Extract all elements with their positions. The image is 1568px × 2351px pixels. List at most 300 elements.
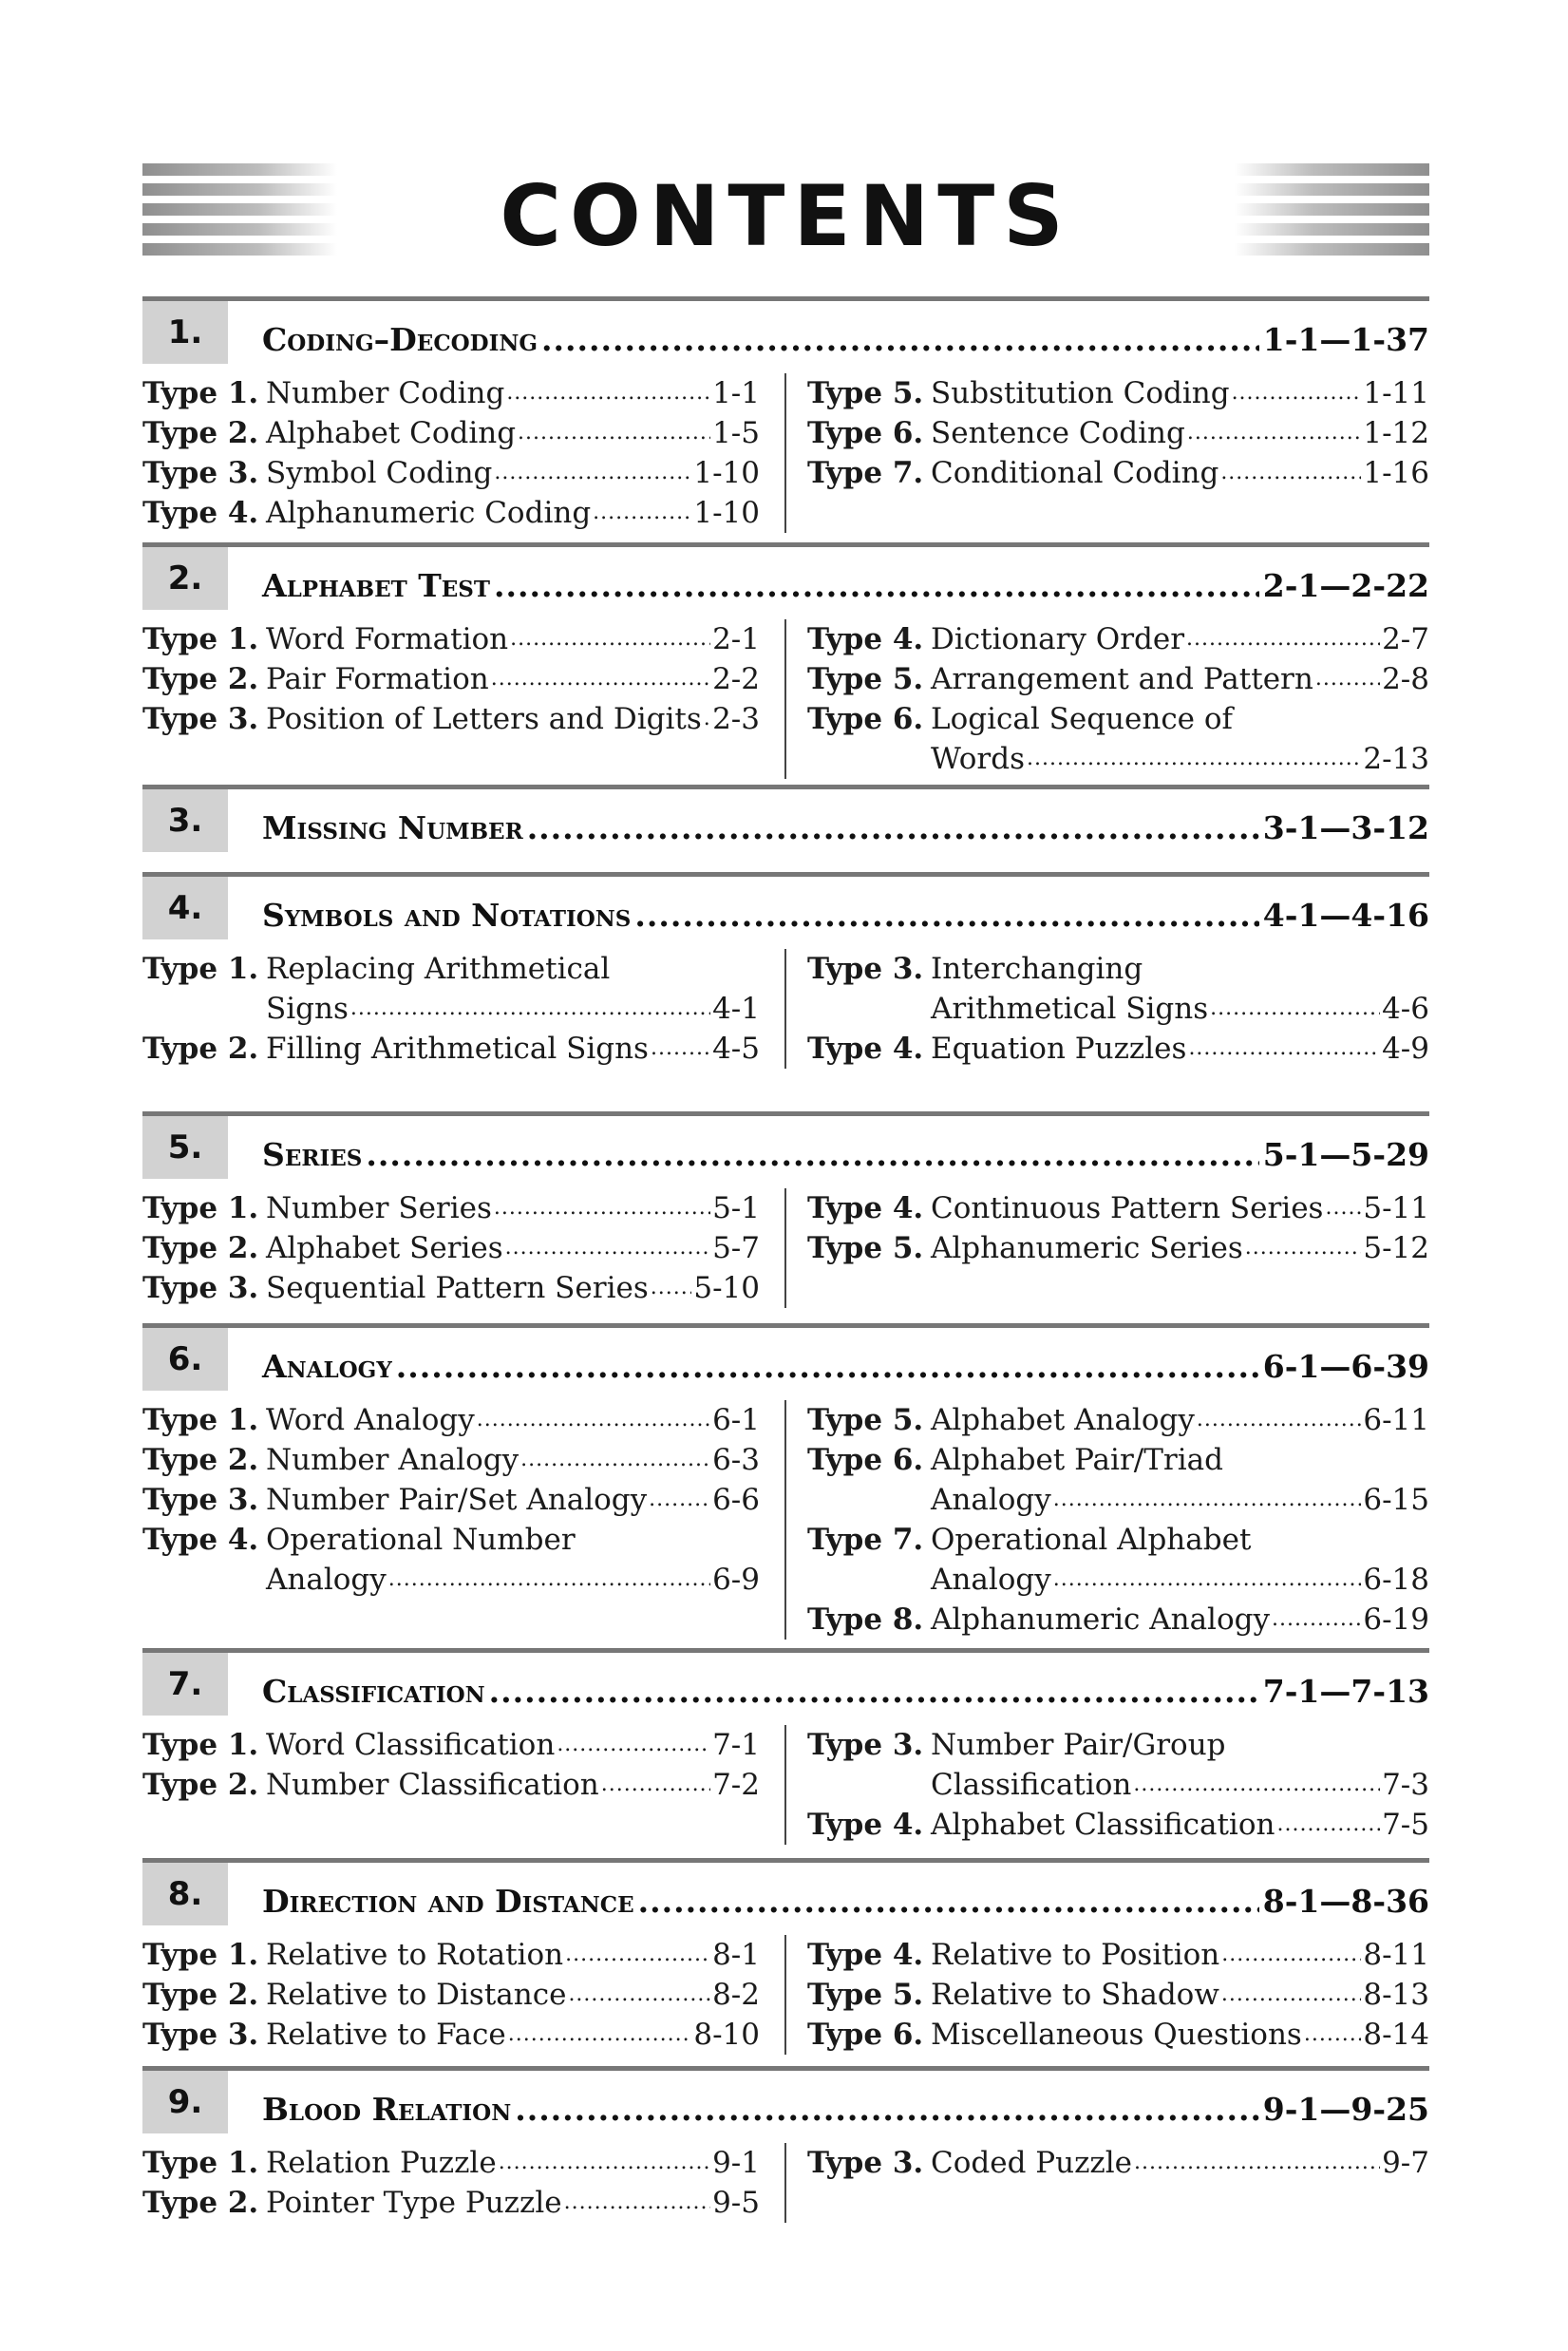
leader-dots [396, 1345, 1259, 1389]
entry-page: 5-1 [712, 1191, 760, 1225]
leader-dots [388, 1560, 710, 1600]
type-label: Type 1. [142, 622, 259, 656]
entry-page: 9-7 [1382, 2146, 1429, 2180]
type-label: Type 5. [807, 1231, 924, 1265]
column-divider [784, 2143, 786, 2223]
chapter-heading[interactable] [142, 872, 1429, 941]
entry-title-continued: Signs [266, 992, 349, 1026]
left-column [142, 619, 760, 739]
leader-dots [651, 1268, 692, 1308]
toc-entry[interactable] [807, 1600, 1429, 1640]
entry-title-continued: Arithmetical Signs [931, 992, 1209, 1026]
left-column [142, 373, 760, 533]
toc-entry[interactable] [807, 1935, 1429, 1975]
entry-page: 6-9 [712, 1563, 760, 1597]
chapter-number: 7. [142, 1653, 228, 1716]
entry-title: Alphanumeric Analogy [931, 1602, 1270, 1637]
entry-page: 2-8 [1382, 662, 1429, 696]
entry-title: Alphabet Analogy [931, 1403, 1195, 1437]
type-label: Type 1. [142, 2146, 259, 2180]
leader-dots [1232, 373, 1362, 413]
leader-dots [508, 2015, 692, 2055]
toc-entry[interactable] [142, 2015, 760, 2055]
type-label: Type 3. [142, 1271, 259, 1305]
toc-entry[interactable] [142, 413, 760, 453]
chapter-number: 9. [142, 2071, 228, 2133]
chapter-title: Alphabet Test [262, 567, 491, 604]
contents-header [142, 163, 1429, 277]
entry-page: 6-15 [1363, 1483, 1429, 1517]
toc-entry[interactable] [142, 2183, 760, 2223]
toc-entry[interactable] [807, 1805, 1429, 1845]
leader-dots [1304, 2015, 1362, 2055]
column-divider [784, 1935, 786, 2055]
right-column [807, 2143, 1429, 2183]
toc-entry[interactable] [142, 1228, 760, 1268]
type-label: Type 5. [807, 662, 924, 696]
type-label: Type 3. [807, 2146, 924, 2180]
entry-title: Alphanumeric Series [931, 1231, 1243, 1265]
entry-page: 8-14 [1363, 2018, 1429, 2052]
chapter-title-line [262, 793, 1429, 850]
toc-entry[interactable] [807, 1029, 1429, 1069]
type-label: Type 1. [142, 376, 259, 410]
entry-title: Pointer Type Puzzle [266, 2186, 562, 2220]
type-label: Type 3. [142, 1483, 259, 1517]
entry-title: Relative to Rotation [266, 1938, 564, 1972]
toc-entry[interactable] [142, 2143, 760, 2183]
chapter-9 [142, 2066, 1429, 2223]
chapter-6 [142, 1323, 1429, 1640]
type-label: Type 2. [142, 662, 259, 696]
leader-dots [704, 699, 710, 739]
entry-page: 8-10 [693, 2018, 760, 2052]
leader-dots [510, 619, 710, 659]
leader-dots [1053, 1480, 1362, 1520]
chapter-7 [142, 1648, 1429, 1845]
chapter-number: 6. [142, 1328, 228, 1391]
entry-title: Number Coding [266, 376, 505, 410]
entry-title: Relative to Position [931, 1938, 1220, 1972]
toc-entry[interactable] [807, 1520, 1429, 1600]
toc-entry[interactable] [142, 1935, 760, 1975]
type-label: Type 3. [807, 952, 924, 986]
chapter-heading[interactable] [142, 296, 1429, 366]
entry-title-continued: Classification [931, 1768, 1132, 1802]
toc-entry[interactable] [807, 699, 1429, 779]
type-label: Type 6. [807, 416, 924, 450]
decorative-stripes-right [1235, 163, 1429, 277]
leader-dots [515, 2088, 1259, 2132]
chapter-title-line [262, 1657, 1429, 1714]
toc-entry[interactable] [807, 1440, 1429, 1520]
chapter-5 [142, 1111, 1429, 1308]
chapter-heading[interactable] [142, 785, 1429, 854]
leader-dots [1272, 1600, 1361, 1640]
entry-page: 9-5 [712, 2186, 760, 2220]
column-divider [784, 1188, 786, 1308]
entry-page: 7-5 [1382, 1808, 1429, 1842]
toc-entry[interactable] [807, 2015, 1429, 2055]
type-label: Type 5. [807, 1978, 924, 2012]
entry-page: 5-10 [693, 1271, 760, 1305]
toc-entry[interactable] [142, 1480, 760, 1520]
toc-entry[interactable] [807, 1228, 1429, 1268]
toc-entry[interactable] [142, 1188, 760, 1228]
chapter-2 [142, 542, 1429, 779]
leader-dots [1221, 1935, 1361, 1975]
entry-page: 5-7 [712, 1231, 760, 1265]
type-label: Type 1. [142, 1191, 259, 1225]
toc-entry[interactable] [142, 1440, 760, 1480]
type-label: Type 4. [807, 622, 924, 656]
chapter-8 [142, 1858, 1429, 2055]
entry-page: 6-19 [1363, 1602, 1429, 1637]
toc-entry[interactable] [142, 1400, 760, 1440]
type-label: Type 6. [807, 2018, 924, 2052]
right-column [807, 949, 1429, 1069]
chapter-title-line [262, 2075, 1429, 2132]
leader-dots [1134, 2143, 1380, 2183]
entry-page: 9-1 [712, 2146, 760, 2180]
leader-dots [518, 413, 710, 453]
entry-page: 6-6 [712, 1483, 760, 1517]
chapter-title-line [262, 1867, 1429, 1924]
leader-dots [1187, 413, 1362, 453]
chapter-number: 1. [142, 301, 228, 364]
entry-title: Alphabet Pair/Triad [931, 1443, 1223, 1477]
type-label: Type 6. [807, 702, 924, 736]
toc-entry[interactable] [807, 2143, 1429, 2183]
entry-page: 4-6 [1382, 992, 1429, 1026]
chapter-page-range: 4-1—4-16 [1262, 897, 1429, 934]
leader-dots [1220, 453, 1361, 493]
chapter-page-range: 3-1—3-12 [1262, 809, 1429, 846]
type-label: Type 1. [142, 952, 259, 986]
type-label: Type 3. [142, 456, 259, 490]
right-column [807, 1935, 1429, 2055]
entry-title-continued: Words [931, 742, 1025, 776]
leader-dots [565, 1935, 710, 1975]
entry-title: Relative to Distance [266, 1978, 567, 2012]
type-label: Type 7. [807, 456, 924, 490]
leader-dots [638, 1880, 1259, 1924]
chapter-3 [142, 785, 1429, 854]
entry-title: Conditional Coding [931, 456, 1219, 490]
leader-dots [1188, 1029, 1380, 1069]
leader-dots [568, 1975, 710, 2015]
type-label: Type 1. [142, 1403, 259, 1437]
chapter-heading[interactable] [142, 2066, 1429, 2135]
entry-title: Word Analogy [266, 1403, 475, 1437]
leader-dots [494, 564, 1259, 608]
leader-dots [520, 1440, 710, 1480]
entry-title: Number Classification [266, 1768, 599, 1802]
entry-page: 2-2 [712, 662, 760, 696]
toc-entry[interactable] [807, 453, 1429, 493]
leader-dots [557, 1725, 710, 1765]
entry-title: Sentence Coding [931, 416, 1185, 450]
chapter-page-range: 6-1—6-39 [1262, 1348, 1429, 1385]
entry-page: 7-1 [712, 1728, 760, 1762]
type-label: Type 7. [807, 1523, 924, 1557]
toc-entry[interactable] [807, 1975, 1429, 2015]
entry-title: Operational Number [266, 1523, 576, 1557]
right-column [807, 1400, 1429, 1640]
entry-title: Continuous Pattern Series [931, 1191, 1324, 1225]
chapter-number: 3. [142, 789, 228, 852]
type-label: Type 6. [807, 1443, 924, 1477]
chapter-4 [142, 872, 1429, 1069]
toc-entry[interactable] [142, 619, 760, 659]
entry-title: Alphabet Coding [266, 416, 517, 450]
entry-title: Interchanging [931, 952, 1143, 986]
chapter-heading[interactable] [142, 542, 1429, 612]
type-label: Type 1. [142, 1938, 259, 1972]
chapter-heading[interactable] [142, 1323, 1429, 1393]
leader-dots [541, 318, 1259, 362]
toc-entry[interactable] [142, 949, 760, 1029]
entry-page: 1-11 [1363, 376, 1429, 410]
type-label: Type 4. [807, 1032, 924, 1066]
toc-entry[interactable] [142, 699, 760, 739]
chapter-number: 5. [142, 1116, 228, 1179]
type-label: Type 1. [142, 1728, 259, 1762]
leader-dots [1053, 1560, 1362, 1600]
type-label: Type 3. [807, 1728, 924, 1762]
toc-entry[interactable] [807, 1400, 1429, 1440]
chapter-title-line [262, 551, 1429, 608]
type-label: Type 2. [142, 1978, 259, 2012]
left-column [142, 1935, 760, 2055]
page-title: CONTENTS [500, 167, 1072, 265]
type-label: Type 4. [807, 1808, 924, 1842]
leader-dots [1315, 659, 1380, 699]
column-divider [784, 1400, 786, 1640]
entry-title: Coded Puzzle [931, 2146, 1133, 2180]
entry-title-continued: Analogy [266, 1563, 387, 1597]
chapter-page-range: 9-1—9-25 [1262, 2091, 1429, 2128]
chapter-page-range: 5-1—5-29 [1262, 1136, 1429, 1173]
chapter-title-line [262, 881, 1429, 938]
toc-entry[interactable] [142, 453, 760, 493]
entry-title: Replacing Arithmetical [266, 952, 611, 986]
toc-entry[interactable] [142, 1765, 760, 1805]
chapter-title: Classification [262, 1673, 485, 1710]
leader-dots [1210, 989, 1380, 1029]
type-label: Type 2. [142, 1443, 259, 1477]
entry-title: Position of Letters and Digits [266, 702, 702, 736]
entry-page: 1-12 [1363, 416, 1429, 450]
entry-title: Alphanumeric Coding [266, 496, 592, 530]
entry-title: Substitution Coding [931, 376, 1230, 410]
entry-title: Word Classification [266, 1728, 556, 1762]
left-column [142, 1188, 760, 1308]
entry-title: Equation Puzzles [931, 1032, 1187, 1066]
entry-page: 1-16 [1363, 456, 1429, 490]
type-label: Type 4. [142, 1523, 259, 1557]
leader-dots [1325, 1188, 1361, 1228]
chapter-page-range: 1-1—1-37 [1262, 321, 1429, 358]
leader-dots [499, 2143, 710, 2183]
right-column [807, 373, 1429, 493]
type-label: Type 2. [142, 416, 259, 450]
leader-dots [1245, 1228, 1362, 1268]
entry-title: Relative to Face [266, 2018, 506, 2052]
column-divider [784, 373, 786, 533]
toc-entry[interactable] [142, 373, 760, 413]
type-label: Type 8. [807, 1602, 924, 1637]
chapter-title: Coding–Decoding [262, 321, 538, 358]
chapter-title-line [262, 1120, 1429, 1177]
left-column [142, 949, 760, 1069]
toc-entry[interactable] [142, 1029, 760, 1069]
entry-title: Sequential Pattern Series [266, 1271, 649, 1305]
type-label: Type 2. [142, 1231, 259, 1265]
entry-page: 6-1 [712, 1403, 760, 1437]
left-column [142, 2143, 760, 2223]
type-label: Type 3. [142, 2018, 259, 2052]
entry-page: 7-3 [1382, 1768, 1429, 1802]
left-column [142, 1400, 760, 1600]
column-divider [784, 949, 786, 1069]
type-label: Type 5. [807, 1403, 924, 1437]
entry-page: 7-2 [712, 1768, 760, 1802]
leader-dots [634, 894, 1258, 938]
entry-title: Number Series [266, 1191, 492, 1225]
entry-page: 8-13 [1363, 1978, 1429, 2012]
entry-title: Number Analogy [266, 1443, 520, 1477]
entry-page: 8-11 [1363, 1938, 1429, 1972]
chapter-1 [142, 296, 1429, 533]
chapter-number: 8. [142, 1863, 228, 1925]
toc-entry[interactable] [807, 949, 1429, 1029]
type-label: Type 2. [142, 2186, 259, 2220]
entry-page: 2-13 [1363, 742, 1429, 776]
type-label: Type 4. [807, 1191, 924, 1225]
chapter-title-line [262, 1332, 1429, 1389]
entry-title: Filling Arithmetical Signs [266, 1032, 649, 1066]
entry-page: 1-1 [712, 376, 760, 410]
entry-title: Logical Sequence of [931, 702, 1234, 736]
chapter-heading[interactable] [142, 1648, 1429, 1717]
entry-title: Relation Puzzle [266, 2146, 497, 2180]
type-label: Type 2. [142, 1768, 259, 1802]
leader-dots [1276, 1805, 1380, 1845]
toc-entry[interactable] [807, 413, 1429, 453]
column-divider [784, 1725, 786, 1845]
entry-page: 8-1 [712, 1938, 760, 1972]
chapter-title: Missing Number [262, 809, 523, 846]
entry-page: 5-11 [1363, 1191, 1429, 1225]
entry-page: 4-5 [712, 1032, 760, 1066]
type-label: Type 4. [807, 1938, 924, 1972]
chapter-title: Analogy [262, 1348, 392, 1385]
chapter-number: 4. [142, 877, 228, 939]
chapter-title: Series [262, 1136, 363, 1173]
leader-dots [350, 989, 710, 1029]
toc-entry[interactable] [142, 493, 760, 533]
chapter-heading[interactable] [142, 1111, 1429, 1181]
column-divider [784, 619, 786, 779]
toc-entry[interactable] [807, 619, 1429, 659]
entry-title: Number Pair/Group [931, 1728, 1226, 1762]
type-label: Type 5. [807, 376, 924, 410]
chapter-page-range: 8-1—8-36 [1262, 1883, 1429, 1920]
leader-dots [366, 1133, 1258, 1177]
entry-title: Arrangement and Pattern [931, 662, 1313, 696]
entry-page: 4-9 [1382, 1032, 1429, 1066]
right-column [807, 619, 1429, 779]
type-label: Type 3. [142, 702, 259, 736]
leader-dots [1133, 1765, 1380, 1805]
chapter-number: 2. [142, 547, 228, 610]
leader-dots [649, 1480, 710, 1520]
toc-entry[interactable] [807, 659, 1429, 699]
entry-page: 4-1 [712, 992, 760, 1026]
leader-dots [527, 806, 1259, 850]
leader-dots [494, 453, 691, 493]
chapter-heading[interactable] [142, 1858, 1429, 1927]
entry-title: Word Formation [266, 622, 509, 656]
entry-title: Alphabet Classification [931, 1808, 1275, 1842]
type-label: Type 4. [142, 496, 259, 530]
toc-entry[interactable] [142, 1268, 760, 1308]
left-column [142, 1725, 760, 1805]
toc-entry[interactable] [142, 1520, 760, 1600]
toc-entry[interactable] [807, 1725, 1429, 1805]
entry-page: 1-10 [693, 456, 760, 490]
leader-dots [489, 1670, 1259, 1714]
entry-title: Pair Formation [266, 662, 489, 696]
leader-dots [593, 493, 691, 533]
leader-dots [505, 1228, 710, 1268]
entry-page: 5-12 [1363, 1231, 1429, 1265]
toc-entry[interactable] [142, 659, 760, 699]
entry-page: 6-3 [712, 1443, 760, 1477]
chapter-title: Direction and Distance [262, 1883, 634, 1920]
leader-dots [491, 659, 710, 699]
leader-dots [506, 373, 710, 413]
entry-page: 6-18 [1363, 1563, 1429, 1597]
chapter-page-range: 7-1—7-13 [1262, 1673, 1429, 1710]
chapter-title-line [262, 305, 1429, 362]
leader-dots [477, 1400, 710, 1440]
chapter-page-range: 2-1—2-22 [1262, 567, 1429, 604]
entry-title-continued: Analogy [931, 1483, 1051, 1517]
entry-title: Dictionary Order [931, 622, 1185, 656]
leader-dots [494, 1188, 710, 1228]
toc-entry[interactable] [142, 1725, 760, 1765]
leader-dots [601, 1765, 710, 1805]
toc-entry[interactable] [807, 1188, 1429, 1228]
leader-dots [1027, 739, 1361, 779]
entry-title: Number Pair/Set Analogy [266, 1483, 648, 1517]
leader-dots [564, 2183, 710, 2223]
entry-page: 1-10 [693, 496, 760, 530]
chapter-title: Blood Relation [262, 2091, 512, 2128]
type-label: Type 2. [142, 1032, 259, 1066]
entry-page: 1-5 [712, 416, 760, 450]
toc-entry[interactable] [142, 1975, 760, 2015]
right-column [807, 1725, 1429, 1845]
toc-entry[interactable] [807, 373, 1429, 413]
entry-title: Symbol Coding [266, 456, 493, 490]
leader-dots [651, 1029, 710, 1069]
entry-page: 6-11 [1363, 1403, 1429, 1437]
leader-dots [1221, 1975, 1361, 2015]
leader-dots [1186, 619, 1380, 659]
